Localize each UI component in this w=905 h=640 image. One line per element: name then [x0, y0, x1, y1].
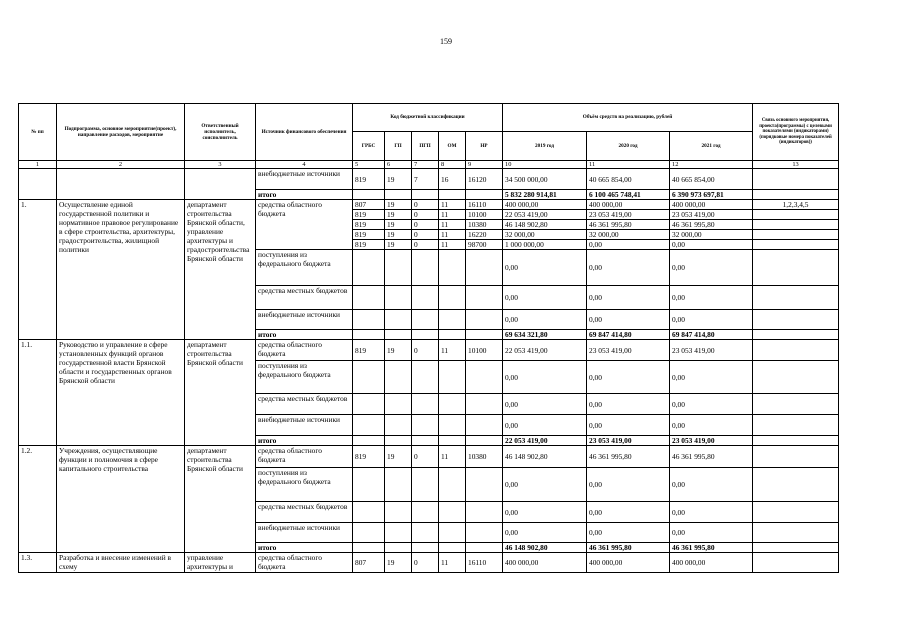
- total-2020: 6 100 465 748,41: [587, 190, 670, 200]
- pgp-cell: 7: [412, 169, 439, 190]
- header-link: Связь основного мероприятия, проекта(программы) с целевыми показателями (индикаторами) (порядковые номера показателей (индикаторов)): [753, 104, 839, 161]
- source-cell: поступления из федерального бюджета: [256, 361, 353, 394]
- col-num: 1: [19, 161, 57, 169]
- value-2021: 0,00: [670, 523, 753, 543]
- np-cell: 98700: [466, 240, 503, 250]
- row-number: 1.2.: [19, 446, 57, 553]
- np-cell: 16110: [466, 200, 503, 210]
- value-2020: 0,00: [587, 240, 670, 250]
- col-num: 9: [466, 161, 503, 169]
- value-2021: 0,00: [670, 502, 753, 523]
- header-subprogram: Подпрограмма, основное мероприятие(проект), направление расходов, мероприятие: [57, 104, 185, 161]
- grbs-cell: 807: [353, 200, 385, 210]
- om-cell: 11: [439, 240, 466, 250]
- header-pgp: ПГП: [412, 132, 439, 161]
- np-cell: 10100: [466, 210, 503, 220]
- value-2019: 0,00: [503, 310, 587, 330]
- value-2019: 46 148 902,80: [503, 220, 587, 230]
- value-2019: 1 000 000,00: [503, 240, 587, 250]
- value-2020: 400 000,00: [587, 553, 670, 573]
- total-2020: 46 361 995,80: [587, 543, 670, 553]
- source-cell: средства местных бюджетов: [256, 394, 353, 415]
- col-num: 2: [57, 161, 185, 169]
- gp-cell: 19: [385, 210, 412, 220]
- col-num: 12: [670, 161, 753, 169]
- row-name: Осуществление единой государственной политики и нормативное правовое регулирование в сфере строительства, архитектуры, градостроительства, жилищной политики: [57, 200, 185, 340]
- grbs-cell: 819: [353, 169, 385, 190]
- pgp-cell: 0: [412, 200, 439, 210]
- value-2021: 0,00: [670, 468, 753, 502]
- total-2021: 69 847 414,80: [670, 330, 753, 340]
- gp-cell: 19: [385, 340, 412, 361]
- value-2020: 0,00: [587, 250, 670, 286]
- table-row: [19, 446, 839, 468]
- np-cell: 10380: [466, 446, 503, 468]
- value-2021: 32 000,00: [670, 230, 753, 240]
- om-cell: 16: [439, 169, 466, 190]
- col-num: 11: [587, 161, 670, 169]
- grbs-cell: 819: [353, 210, 385, 220]
- value-2019: 0,00: [503, 250, 587, 286]
- value-2021: 400 000,00: [670, 200, 753, 210]
- header-gp: ГП: [385, 132, 412, 161]
- value-2019: 0,00: [503, 468, 587, 502]
- col-num: 13: [753, 161, 839, 169]
- table-row: [19, 553, 839, 573]
- total-2019: 46 148 902,80: [503, 543, 587, 553]
- table-row: [19, 200, 839, 210]
- value-2021: 0,00: [670, 361, 753, 394]
- value-2019: 46 148 902,80: [503, 446, 587, 468]
- value-2020: 46 361 995,80: [587, 446, 670, 468]
- value-2021: 0,00: [670, 394, 753, 415]
- link-cell: 1,2,3,4,5: [753, 200, 839, 210]
- gp-cell: 19: [385, 553, 412, 573]
- value-2021: 0,00: [670, 286, 753, 310]
- total-2019: 22 053 419,00: [503, 436, 587, 446]
- pgp-cell: 0: [412, 340, 439, 361]
- header-2019: 2019 год: [503, 132, 587, 161]
- value-2021: 0,00: [670, 250, 753, 286]
- row-responsible: департамент строительства Брянской области: [185, 446, 256, 553]
- col-num: 6: [385, 161, 412, 169]
- om-cell: 11: [439, 553, 466, 573]
- om-cell: 11: [439, 220, 466, 230]
- value-2020: 23 053 419,00: [587, 340, 670, 361]
- source-cell: поступления из федерального бюджета: [256, 468, 353, 502]
- header-grbs: ГРБС: [353, 132, 385, 161]
- header-om: ОМ: [439, 132, 466, 161]
- pgp-cell: 0: [412, 230, 439, 240]
- grbs-cell: 807: [353, 553, 385, 573]
- col-num: 10: [503, 161, 587, 169]
- source-cell: средства местных бюджетов: [256, 286, 353, 310]
- om-cell: 11: [439, 230, 466, 240]
- grbs-cell: 819: [353, 230, 385, 240]
- value-2019: 22 053 419,00: [503, 210, 587, 220]
- gp-cell: 19: [385, 220, 412, 230]
- row-number: 1.: [19, 200, 57, 340]
- column-numbers-row: [19, 161, 839, 169]
- source-cell: средства областного бюджета: [256, 446, 353, 468]
- om-cell: 11: [439, 210, 466, 220]
- value-2020: 0,00: [587, 286, 670, 310]
- col-num: 5: [353, 161, 385, 169]
- row-name: Учреждения, осуществляющие функции и полномочия в сфере капитального строительства: [57, 446, 185, 553]
- total-label: итого: [256, 543, 353, 553]
- header-no: № пп: [19, 104, 57, 161]
- value-2021: 400 000,00: [670, 553, 753, 573]
- np-cell: 10100: [466, 340, 503, 361]
- pgp-cell: 0: [412, 446, 439, 468]
- value-2021: 23 053 419,00: [670, 210, 753, 220]
- om-cell: 11: [439, 446, 466, 468]
- row-responsible: управление архитектуры и: [185, 553, 256, 573]
- header-np: НР: [466, 132, 503, 161]
- source-cell: средства местных бюджетов: [256, 502, 353, 523]
- gp-cell: 19: [385, 169, 412, 190]
- value-2020: 0,00: [587, 310, 670, 330]
- total-label: итого: [256, 330, 353, 340]
- value-2020: 40 665 854,00: [587, 169, 670, 190]
- pgp-cell: 0: [412, 553, 439, 573]
- source-cell: внебюджетные источники: [256, 169, 353, 190]
- row-number: 1.3.: [19, 553, 57, 573]
- value-2021: 46 361 995,80: [670, 220, 753, 230]
- total-label: итого: [256, 436, 353, 446]
- np-cell: 16220: [466, 230, 503, 240]
- header-2020: 2020 год: [587, 132, 670, 161]
- header-responsible: Ответственный исполнитель, соисполнитель: [185, 104, 256, 161]
- np-cell: 10380: [466, 220, 503, 230]
- page-number: 159: [440, 37, 452, 46]
- col-num: 7: [412, 161, 439, 169]
- value-2020: 0,00: [587, 468, 670, 502]
- header-volume: Объём средств на реализацию, рублей: [503, 104, 753, 132]
- source-cell: внебюджетные источники: [256, 523, 353, 543]
- value-2020: 0,00: [587, 361, 670, 394]
- value-2020: 23 053 419,00: [587, 210, 670, 220]
- row-name: Разработка и внесение изменений в схему: [57, 553, 185, 573]
- value-2020: 0,00: [587, 394, 670, 415]
- total-2021: 23 053 419,00: [670, 436, 753, 446]
- total-2021: 6 390 973 697,81: [670, 190, 753, 200]
- value-2021: 40 665 854,00: [670, 169, 753, 190]
- value-2019: 0,00: [503, 502, 587, 523]
- col-num: 4: [256, 161, 353, 169]
- value-2019: 34 500 000,00: [503, 169, 587, 190]
- grbs-cell: 819: [353, 220, 385, 230]
- gp-cell: 19: [385, 200, 412, 210]
- total-2021: 46 361 995,80: [670, 543, 753, 553]
- table-row: [19, 169, 839, 190]
- grbs-cell: 819: [353, 340, 385, 361]
- value-2019: 0,00: [503, 286, 587, 310]
- total-2019: 5 832 280 914,81: [503, 190, 587, 200]
- row-number: 1.1.: [19, 340, 57, 446]
- row-name: Руководство и управление в сфере установленных функций органов государственной власти Брянской области и государственных органов Брянской области: [57, 340, 185, 446]
- value-2020: 46 361 995,80: [587, 220, 670, 230]
- pgp-cell: 0: [412, 210, 439, 220]
- value-2019: 0,00: [503, 523, 587, 543]
- header-source: Источник финансового обеспечения: [256, 104, 353, 161]
- col-num: 8: [439, 161, 466, 169]
- value-2020: 0,00: [587, 523, 670, 543]
- source-cell: средства областного бюджета: [256, 553, 353, 573]
- header-row: [19, 104, 839, 132]
- row-responsible: департамент строительства Брянской области, управление архитектуры и градостроительства Брянской области: [185, 200, 256, 340]
- value-2019: 22 053 419,00: [503, 340, 587, 361]
- np-cell: 16120: [466, 169, 503, 190]
- value-2020: 32 000,00: [587, 230, 670, 240]
- value-2021: 46 361 995,80: [670, 446, 753, 468]
- grbs-cell: 819: [353, 240, 385, 250]
- total-2020: 69 847 414,80: [587, 330, 670, 340]
- value-2019: 32 000,00: [503, 230, 587, 240]
- value-2019: 0,00: [503, 361, 587, 394]
- header-2021: 2021 год: [670, 132, 753, 161]
- value-2020: 0,00: [587, 502, 670, 523]
- total-2020: 23 053 419,00: [587, 436, 670, 446]
- value-2021: 0,00: [670, 415, 753, 436]
- pgp-cell: 0: [412, 240, 439, 250]
- gp-cell: 19: [385, 240, 412, 250]
- total-2019: 69 634 321,80: [503, 330, 587, 340]
- value-2021: 0,00: [670, 310, 753, 330]
- value-2020: 400 000,00: [587, 200, 670, 210]
- value-2019: 0,00: [503, 415, 587, 436]
- value-2021: 23 053 419,00: [670, 340, 753, 361]
- budget-table: [18, 103, 839, 573]
- header-budget-code: Код бюджетной классификации: [353, 104, 503, 132]
- pgp-cell: 0: [412, 220, 439, 230]
- value-2020: 0,00: [587, 415, 670, 436]
- source-cell: поступления из федерального бюджета: [256, 250, 353, 286]
- value-2019: 0,00: [503, 394, 587, 415]
- value-2019: 400 000,00: [503, 553, 587, 573]
- source-cell: средства областного бюджета: [256, 340, 353, 361]
- gp-cell: 19: [385, 446, 412, 468]
- gp-cell: 19: [385, 230, 412, 240]
- total-label: итого: [256, 190, 353, 200]
- table-row: [19, 340, 839, 361]
- grbs-cell: 819: [353, 446, 385, 468]
- np-cell: 16110: [466, 553, 503, 573]
- source-cell: внебюджетные источники: [256, 415, 353, 436]
- om-cell: 11: [439, 200, 466, 210]
- source-cell: средства областного бюджета: [256, 200, 353, 250]
- col-num: 3: [185, 161, 256, 169]
- source-cell: внебюджетные источники: [256, 310, 353, 330]
- value-2021: 0,00: [670, 240, 753, 250]
- om-cell: 11: [439, 340, 466, 361]
- value-2019: 400 000,00: [503, 200, 587, 210]
- row-responsible: департамент строительства Брянской области: [185, 340, 256, 446]
